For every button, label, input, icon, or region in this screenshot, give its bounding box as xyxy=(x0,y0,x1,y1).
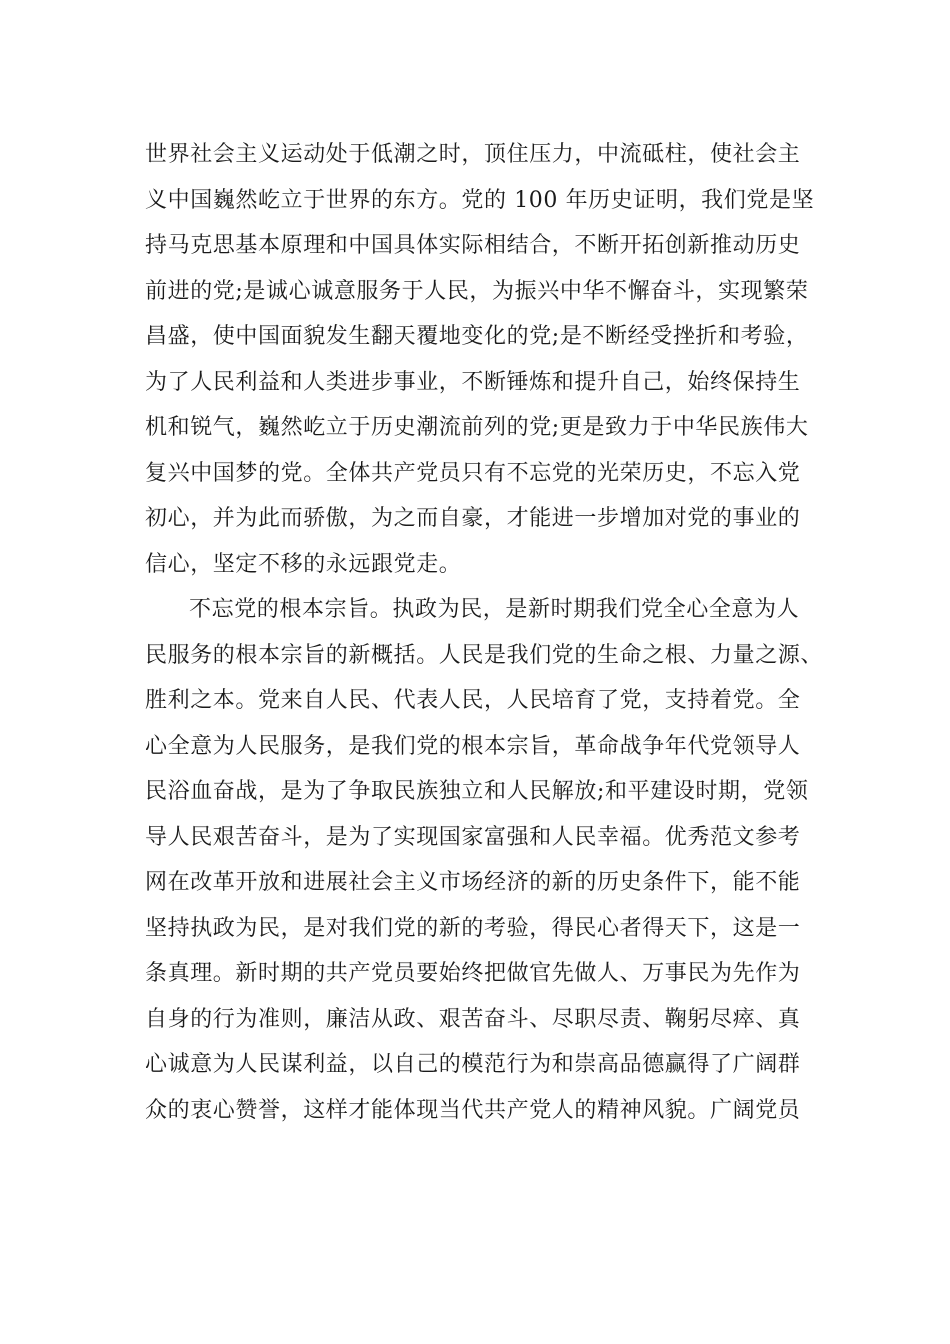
text-line: 胜利之本。党来自人民、代表人民，人民培育了党，支持着党。全 xyxy=(145,688,801,713)
text-line: 复兴中国梦的党。全体共产党员只有不忘党的光荣历史，不忘入党 xyxy=(145,460,801,486)
text-line: 信心，坚定不移的永远跟党走。 xyxy=(145,551,462,577)
document-body xyxy=(145,132,835,1133)
text-line: 心诚意为人民谋利益，以自己的模范行为和崇高品德赢得了广阔群 xyxy=(145,1052,801,1077)
paragraph-1 xyxy=(145,132,835,587)
text-line: 机和锐气，巍然屹立于历史潮流前列的党;更是致力于中华民族伟大 xyxy=(145,415,809,440)
text-line: 自身的行为准则，廉洁从政、艰苦奋斗、尽职尽责、鞠躬尽瘁、真 xyxy=(145,1006,801,1032)
text-line: 心全意为人民服务，是我们党的根本宗旨，革命战争年代党领导人 xyxy=(145,733,801,759)
paragraph-2 xyxy=(145,587,835,1133)
text-line: 义中国巍然屹立于世界的东方。党的 100 年历史证明，我们党是坚 xyxy=(145,187,815,213)
text-line: 不忘党的根本宗旨。执政为民，是新时期我们党全心全意为人 xyxy=(189,597,800,622)
text-line: 为了人民利益和人类进步事业，不断锤炼和提升自己，始终保持生 xyxy=(145,369,801,395)
text-line: 持马克思基本原理和中国具体实际相结合，不断开拓创新推动历史 xyxy=(145,233,801,258)
text-line: 民服务的根本宗旨的新概括。人民是我们党的生命之根、力量之源、 xyxy=(145,642,824,668)
text-line: 坚持执政为民，是对我们党的新的考验，得民心者得天下，这是一 xyxy=(145,915,801,941)
text-line: 昌盛，使中国面貌发生翻天覆地变化的党;是不断经受挫折和考验， xyxy=(145,324,809,349)
text-line: 导人民艰苦奋斗，是为了实现国家富强和人民幸福。优秀范文参考 xyxy=(145,824,801,850)
text-line: 民浴血奋战，是为了争取民族独立和人民解放;和平建设时期，党领 xyxy=(145,779,809,804)
text-line: 初心，并为此而骄傲，为之而自豪，才能进一步增加对党的事业的 xyxy=(145,506,801,531)
text-line: 条真理。新时期的共产党员要始终把做官先做人、万事民为先作为 xyxy=(145,961,801,986)
text-line: 前进的党;是诚心诚意服务于人民，为振兴中华不懈奋斗，实现繁荣 xyxy=(145,278,809,304)
text-line: 众的衷心赞誉，这样才能体现当代共产党人的精神风貌。广阔党员 xyxy=(145,1097,801,1123)
text-line: 网在改革开放和进展社会主义市场经济的新的历史条件下，能不能 xyxy=(145,870,801,895)
text-line: 世界社会主义运动处于低潮之时，顶住压力，中流砥柱，使社会主 xyxy=(145,142,801,167)
